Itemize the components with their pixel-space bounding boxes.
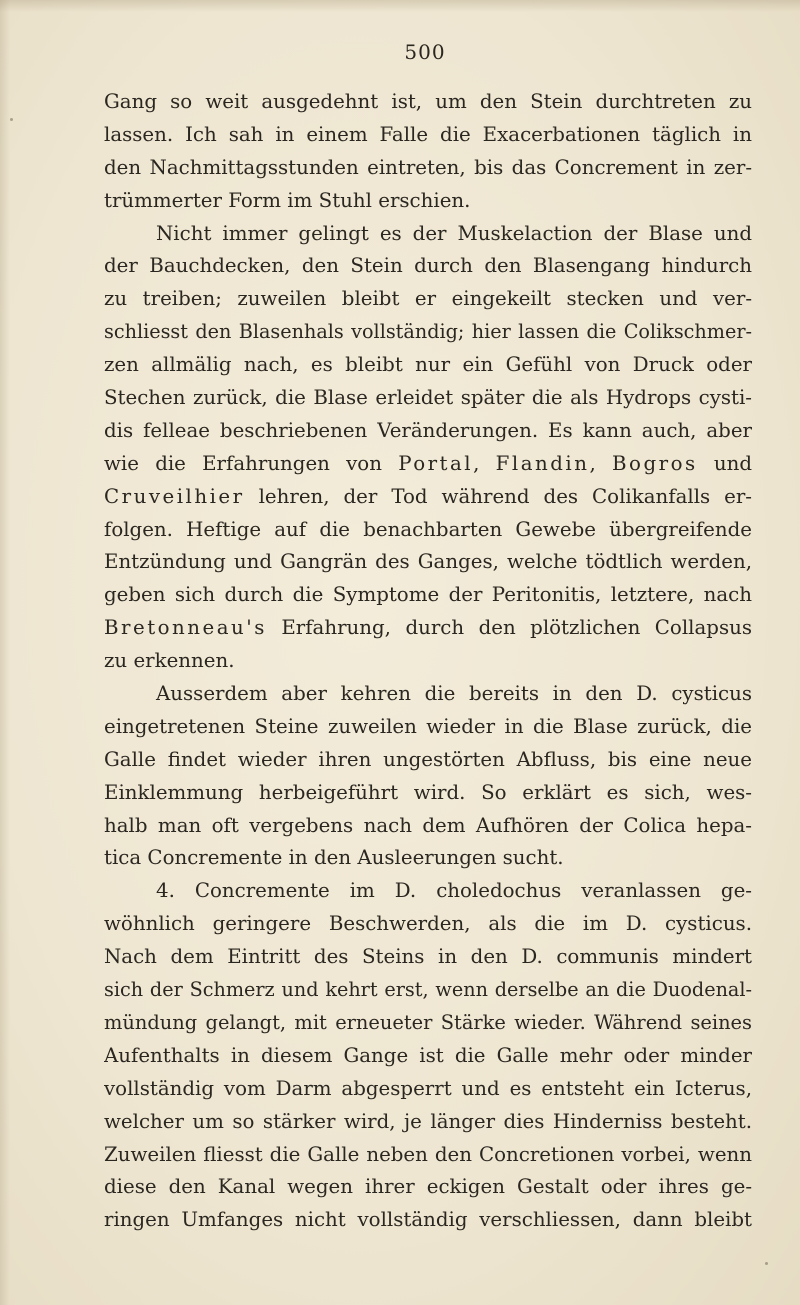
body-text [104, 86, 752, 1237]
text-line: diese den Kanal wegen ihrer eckigen Gestalt oder ihres ge- [104, 1175, 752, 1199]
page-left-shadow [0, 0, 10, 1305]
paper-speck [765, 1262, 768, 1265]
text-line: wöhnlich geringere Beschwerden, als die im D. cysticus. [104, 912, 752, 936]
author-name: Portal [398, 451, 474, 475]
text-line: dis felleae beschriebenen Veränderungen. Es kann auch, aber [104, 418, 752, 442]
text-line: Galle findet wieder ihren ungestörten Abfluss, bis eine neue [104, 747, 752, 771]
text-line: zu erkennen. [104, 649, 235, 673]
text-segment: wie die Erfahrungen von [104, 451, 399, 475]
text-line [104, 448, 752, 481]
author-name: Bretonneau's [104, 616, 267, 640]
text-line: zu treiben; zuweilen bleibt er eingekeilt stecken und ver- [104, 287, 752, 311]
text-line: Einklemmung herbeigeführt wird. So erklärt es sich, wes- [104, 780, 752, 804]
author-name: Bogros [612, 451, 698, 475]
page-number: 500 [404, 40, 446, 64]
text-line: trümmerter Form im Stuhl erschien. [104, 188, 471, 212]
text-line: folgen. Heftige auf die benachbarten Gewebe übergreifende [104, 517, 752, 541]
page-top-shadow [0, 0, 800, 12]
text-line: Ausserdem aber kehren die bereits in den D. cysticus [156, 682, 752, 706]
text-segment: , [589, 451, 612, 475]
text-line: vollständig vom Darm abgesperrt und es entsteht ein Icterus, [104, 1076, 752, 1100]
text-line: welcher um so stärker wird, je länger dies Hinderniss besteht. [104, 1109, 752, 1133]
text-line: tica Concremente in den Ausleerungen sucht. [104, 846, 564, 870]
text-line: Nicht immer gelingt es der Muskelaction der Blase und [156, 221, 752, 245]
text-line: Nach dem Eintritt des Steins in den D. communis mindert [104, 945, 752, 969]
text-line: sich der Schmerz und kehrt erst, wenn derselbe an die Duodenal- [104, 978, 752, 1002]
text-line: Entzündung und Gangrän des Ganges, welche tödtlich werden, [104, 550, 752, 574]
text-line: den Nachmittagsstunden eintreten, bis das Concrement in zer- [104, 155, 752, 179]
text-line: halb man oft vergebens nach dem Aufhören der Colica hepa- [104, 813, 752, 837]
author-name: Cruveilhier [104, 484, 245, 508]
paper-speck [10, 118, 13, 121]
text-line [104, 612, 752, 645]
text-line: ringen Umfanges nicht vollständig verschliessen, dann bleibt [104, 1208, 752, 1232]
text-segment: Erfahrung, durch den plötzlichen Collapsus [266, 616, 752, 640]
text-segment: lehren, der Tod während des Colikanfalls er- [244, 484, 752, 508]
text-line: geben sich durch die Symptome der Peritonitis, letztere, nach [104, 583, 752, 607]
text-line: 4. Concremente im D. choledochus veranlassen ge- [156, 879, 752, 903]
text-line: schliesst den Blasenhals vollständig; hier lassen die Colikschmer- [104, 320, 752, 344]
text-line [104, 481, 752, 514]
text-line: Stechen zurück, die Blase erleidet später die als Hydrops cysti- [104, 386, 752, 410]
author-name: Flandin [495, 451, 590, 475]
text-line: Aufenthalts in diesem Gange ist die Galle mehr oder minder [104, 1043, 752, 1067]
text-line: zen allmälig nach, es bleibt nur ein Gefühl von Druck oder [104, 353, 752, 377]
text-line: lassen. Ich sah in einem Falle die Exacerbationen täglich in [104, 122, 752, 146]
text-line: Gang so weit ausgedehnt ist, um den Stein durchtreten zu [104, 90, 752, 113]
text-segment: , [473, 451, 496, 475]
text-line: Zuweilen fliesst die Galle neben den Concretionen vorbei, wenn [104, 1142, 752, 1166]
text-line: der Bauchdecken, den Stein durch den Blasengang hindurch [104, 254, 752, 278]
text-segment: und [697, 451, 752, 475]
text-line: mündung gelangt, mit erneueter Stärke wieder. Während seines [104, 1010, 752, 1034]
text-line: eingetretenen Steine zuweilen wieder in die Blase zurück, die [104, 714, 752, 738]
